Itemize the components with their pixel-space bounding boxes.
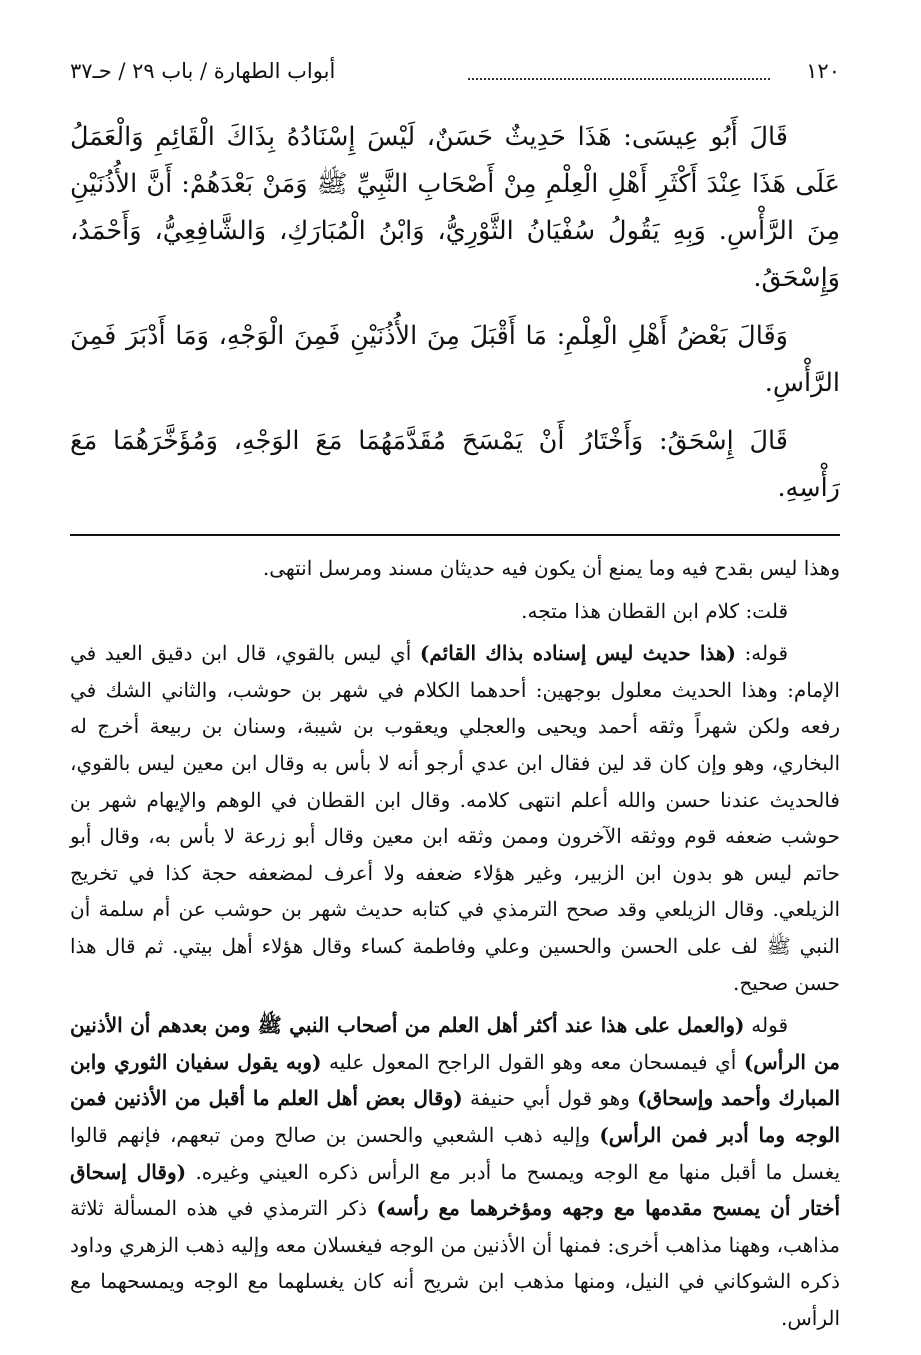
main-paragraph: قَالَ إِسْحَقُ: وَأَخْتَارُ أَنْ يَمْسَحَ مُقَدَّمَهُمَا مَعَ الوَجْهِ، وَمُؤَخَّرَهُمَا مَعَ رَأْسِهِ.: [70, 426, 840, 503]
running-title: أبواب الطهارة / باب ٢٩ / حـ٣٧: [70, 59, 336, 83]
footnote-separator: [70, 534, 840, 536]
commentary-lead: قوله: [751, 1013, 789, 1038]
main-paragraph: قَالَ أَبُو عِيسَى: هَذَا حَدِيثٌ حَسَنٌ، لَيْسَ إِسْنَادُهُ بِذَاكَ الْقَائِمِ وَالْعَمَلُ عَلَى هَذَا عِنْدَ أَكْثَرِ أَهْلِ الْعِلْمِ مِنْ أَصْحَابِ النَّبِيِّ ﷺ وَمَنْ بَعْدَهُمْ: أَنَّ الأُذُنَيْنِ مِنَ الرَّأْسِ. وَبِهِ يَقُولُ سُفْيَانُ الثَّوْرِيُّ، وَابْنُ الْمُبَارَكِ، وَالشَّافِعِيُّ، وَأَحْمَدُ، وَإِسْحَقُ.: [70, 122, 840, 293]
book-page: [70, 52, 840, 1342]
commentary-quote: (وبه يقول سفيان الثوري وابن المبارك وأحمد وإسحاق): [70, 1049, 841, 1111]
header-dotted-leader: [468, 56, 770, 80]
main-paragraph: وَقَالَ بَعْضُ أَهْلِ الْعِلْمِ: مَا أَقْبَلَ مِنَ الأُذُنَيْنِ فَمِنَ الْوَجْهِ، وَمَا أَدْبَرَ فَمِنَ الرَّأْسِ.: [70, 321, 840, 398]
commentary-text: أي ليس بالقوي، قال ابن دقيق العيد في الإمام: وهذا الحديث معلول بوجهين: أحدهما الكلام في شهر بن حوشب، والثاني الشك في رفعه ولكن شهراً وثقه أحمد ويحيى والعجلي ويعقوب بن شيبة، وسنان بن ربيعة أخرج له البخاري، وهو وإن كان قد لين فقال ابن عدي أرجو أنه لا بأس به وقال ابن معين ليس بالقوي، فالحديث عندنا حسن والله أعلم انتهى كلامه. وقال ابن القطان في الوهم والإيهام شهر بن حوشب ضعفه قوم ووثقه الآخرون وممن وثقه ابن معين وقال أبو زرعة لا بأس به، وقال أبو حاتم ليس هو بدون ابن الزبير، وغير هؤلاء ضعفه ولا أعرف لمضعفه حجة كذا في تخريج الزيلعي. وقال الزيلعي وقد صحح الترمذي في كتابه حديث شهر بن حوشب عن أم سلمة أن النبي ﷺ لف على الحسن والحسين وعلي وفاطمة كساء وقال هؤلاء أهل بيتي. ثم قال هذا حسن صحيح.: [70, 641, 840, 995]
commentary-quote: (وقال إسحاق أختار أن يمسح مقدمها مع وجهه ومؤخرهما مع رأسه): [70, 1159, 841, 1221]
commentary-text: وإليه ذهب الشعبي والحسن بن صالح ومن تبعهم، فإنهم قالوا يغسل ما أقبل منها مع الوجه ويمسح ما أدبر مع الرأس ذكره العيني وغيره.: [70, 1122, 841, 1184]
commentary-text: أي فيمسحان معه وهو القول الراجح المعول عليه: [328, 1049, 737, 1074]
commentary-section: [70, 550, 840, 1336]
page-number: ١٢٠: [806, 59, 840, 83]
commentary-paragraph: [70, 1007, 840, 1336]
commentary-paragraph: وهذا ليس بقدح فيه وما يمنع أن يكون فيه حديثان مسند ومرسل انتهى.: [262, 556, 840, 580]
commentary-paragraph: قلت: كلام ابن القطان هذا متجه.: [521, 598, 788, 623]
commentary-text: ذكر الترمذي في هذه المسألة ثلاثة مذاهب، وههنا مذاهب أخرى: فمنها أن الأذنين من الوجه فيغسلان معه وإليه ذهب الزهري وداود ذكره الشوكاني في النيل، ومنها مذهب ابن شريح أنه كان يغسلهما مع الوجه ويمسحهما مع الرأس.: [70, 1196, 840, 1330]
commentary-quote: (هذا حديث ليس إسناده بذاك القائم): [419, 641, 736, 666]
commentary-lead: قوله:: [744, 641, 789, 666]
commentary-quote: (والعمل على هذا عند أكثر أهل العلم من أصحاب النبي ﷺ ومن بعدهم أن الأذنين من الرأس): [70, 1013, 840, 1074]
commentary-quote: (وقال بعض أهل العلم ما أقبل من الأذنين فمن الوجه وما أدبر فمن الرأس): [70, 1086, 840, 1147]
page-header: [70, 52, 840, 92]
commentary-text: وهو قول أبي حنيفة: [469, 1086, 630, 1111]
main-text: [70, 114, 840, 512]
commentary-paragraph: [70, 635, 840, 1001]
